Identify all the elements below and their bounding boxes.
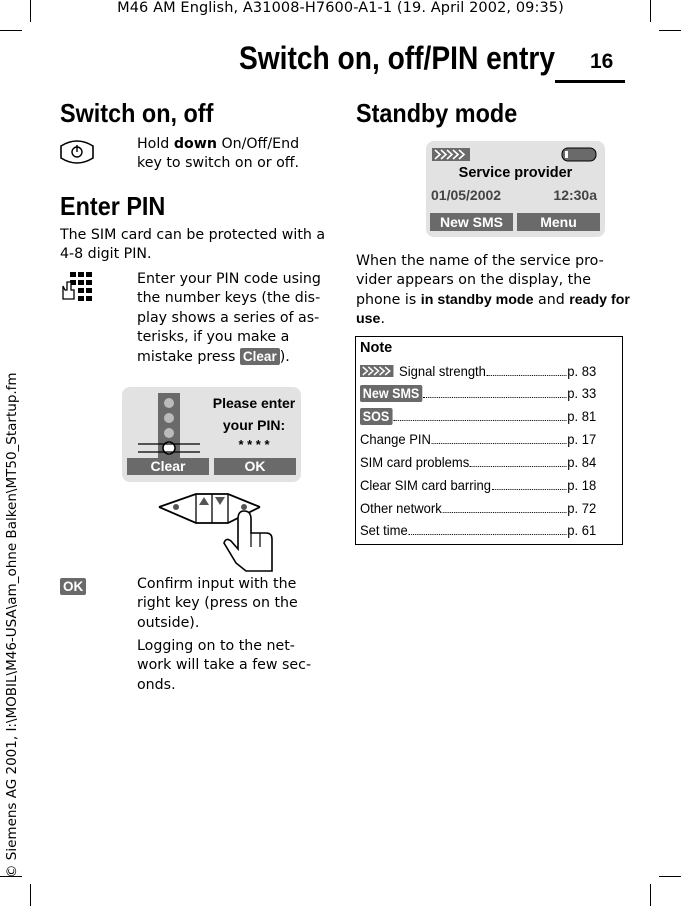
standby-paragraph (356, 252, 631, 330)
note-row-label: SIM card problems (360, 454, 470, 470)
note-row-sim-problems[interactable] (360, 454, 596, 470)
text-line: vider appears on the display, the (356, 272, 591, 289)
switch-instruction (137, 135, 337, 174)
pin-masked-input: * * * * (238, 437, 270, 452)
pin-prompt-line1: Please enter (212, 395, 296, 411)
pin-display (122, 387, 301, 482)
keypad-icon (60, 272, 94, 302)
service-provider-text: Service provider (458, 165, 573, 181)
text-line: Enter your PIN code using (137, 271, 321, 287)
note-row-page: p. 33 (567, 385, 597, 401)
note-row-page: p. 18 (567, 477, 597, 493)
text-line: onds. (137, 676, 176, 693)
emphasis-standby-mode: in standby mode (420, 291, 534, 308)
confirm-text (137, 575, 337, 633)
text-run: and (533, 291, 570, 308)
note-row-sos[interactable] (360, 408, 596, 425)
crop-mark (659, 30, 681, 31)
clear-key-label: Clear (240, 348, 280, 365)
ok-key-label: OK (60, 578, 86, 595)
note-row-page: p. 84 (567, 454, 597, 470)
pin-indicator-icon (136, 393, 204, 461)
text-line: Confirm input with the (137, 576, 297, 592)
text-run: mistake press (137, 348, 240, 365)
text-line: right key (press on the (137, 595, 298, 612)
pin-step-text (137, 270, 337, 367)
standby-display (426, 141, 605, 237)
note-row-label: Change PIN (360, 431, 431, 447)
text-line: play shows a series of as- (137, 309, 320, 326)
text-line: the number keys (the dis- (137, 290, 321, 307)
text-line: work will take a few sec- (137, 657, 312, 674)
note-title: Note (360, 340, 393, 356)
note-box (355, 336, 623, 545)
crop-mark (30, 884, 31, 906)
crop-mark (659, 876, 681, 877)
pin-prompt-line2: your PIN: (222, 417, 286, 433)
note-row-signal[interactable] (360, 363, 596, 379)
note-row-set-time[interactable] (360, 522, 596, 538)
page-title: Switch on, off/PIN entry (238, 40, 555, 76)
signal-strength-icon (432, 148, 470, 161)
side-footer-text: © Siemens AG 2001, I:\MOBIL\M46-USA\am_ohne Balken\MT50_Startup.fm (4, 372, 20, 878)
crop-mark (650, 884, 651, 906)
note-row-other-network[interactable] (360, 500, 596, 516)
standby-time: 12:30a (553, 187, 597, 203)
text-line: terisks, if you make a (137, 329, 290, 346)
text-line: 4-8 digit PIN. (60, 246, 152, 263)
battery-icon (561, 147, 597, 162)
pin-intro (60, 226, 330, 265)
note-row-page: p. 61 (567, 522, 597, 538)
softkey-new-sms[interactable]: New SMS (430, 213, 513, 231)
text-run: . (380, 311, 385, 328)
ok-key-marker (60, 576, 86, 595)
emphasis-ready-for: ready for (569, 291, 630, 308)
softkey-ok[interactable]: OK (214, 458, 296, 475)
logon-text (137, 637, 337, 695)
note-row-clear-sim-barring[interactable] (360, 477, 596, 493)
text-line: The SIM card can be protected with a (60, 227, 326, 243)
note-row-page: p. 81 (567, 408, 597, 424)
note-row-label: Set time (360, 522, 408, 538)
on-off-end-key-icon (58, 136, 96, 168)
page-number: 16 (590, 50, 614, 73)
new-sms-key-label: New SMS (360, 385, 422, 402)
rocker-key-finger-icon (156, 489, 286, 575)
text-run: Hold (137, 136, 174, 152)
title-rule (555, 80, 625, 83)
emphasis-down: down (173, 136, 217, 152)
standby-heading: Standby mode (356, 98, 518, 128)
note-row-page: p. 72 (567, 500, 597, 516)
text-line: When the name of the service pro- (356, 253, 604, 269)
note-row-label: Clear SIM card barring (360, 477, 491, 493)
text-line: outside). (137, 614, 200, 631)
softkey-clear[interactable]: Clear (127, 458, 209, 475)
text-line: key to switch on or off. (137, 155, 300, 172)
switch-heading: Switch on, off (60, 98, 214, 128)
text-line: Logging on to the net- (137, 638, 295, 654)
signal-strength-icon (360, 365, 393, 377)
standby-date: 01/05/2002 (431, 187, 502, 203)
note-row-page: p. 17 (567, 431, 597, 447)
crop-mark (0, 30, 22, 31)
note-row-label: Signal strength (399, 363, 486, 379)
running-header: M46 AM English, A31008-H7600-A1-1 (19. April 2002, 09:35) (117, 0, 564, 16)
note-row-change-pin[interactable] (360, 431, 596, 447)
pin-heading: Enter PIN (60, 191, 166, 221)
text-run: On/Off/End (216, 136, 300, 152)
note-row-label: Other network (360, 500, 442, 516)
note-row-new-sms[interactable] (360, 385, 596, 402)
text-run: ). (279, 348, 290, 365)
softkey-menu[interactable]: Menu (517, 213, 600, 231)
text-run: phone is (356, 291, 421, 308)
emphasis-use: use (356, 311, 381, 328)
note-row-page: p. 83 (567, 363, 597, 379)
sos-key-label: SOS (360, 408, 392, 425)
